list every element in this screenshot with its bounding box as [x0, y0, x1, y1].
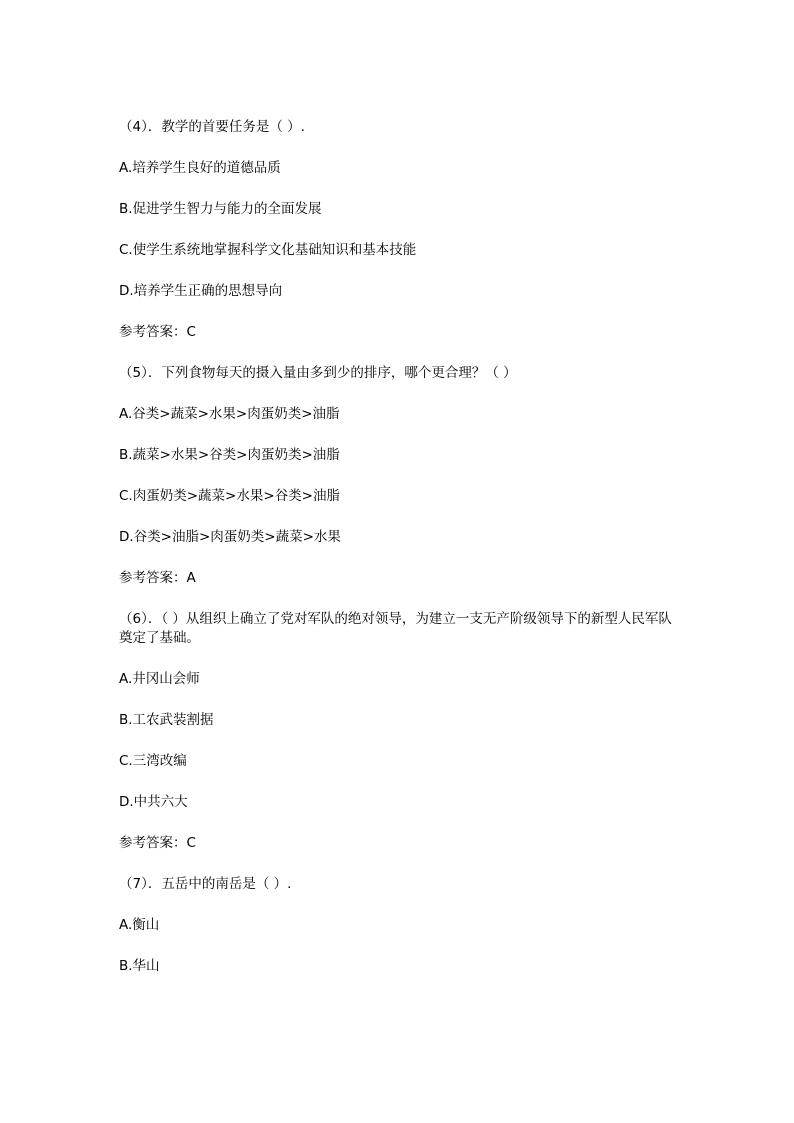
option-b: B.蔬菜>水果>谷类>肉蛋奶类>油脂	[119, 447, 340, 463]
question-stem: （7）．五岳中的南岳是（ ）.	[119, 876, 292, 892]
question-stem: （6）．（ ）从组织上确立了党对军队的绝对领导，为建立一支无产阶级领导下的新型人民军队奠定了基础。	[119, 611, 672, 646]
answer-text: 参考答案：C	[119, 835, 196, 851]
option-b: B.华山	[119, 958, 160, 974]
option-b: B.促进学生智力与能力的全面发展	[119, 201, 322, 217]
question-list	[119, 118, 679, 998]
option-c: C.肉蛋奶类>蔬菜>水果>谷类>油脂	[119, 488, 340, 504]
option-b: B.工农武装割据	[119, 712, 214, 728]
option-d: D.谷类>油脂>肉蛋奶类>蔬菜>水果	[119, 529, 341, 545]
answer-text: 参考答案：C	[119, 324, 196, 340]
option-a: A.谷类>蔬菜>水果>肉蛋奶类>油脂	[119, 406, 340, 422]
option-a: A.井冈山会师	[119, 671, 200, 687]
option-d: D.中共六大	[119, 794, 188, 810]
option-a: A.衡山	[119, 917, 160, 933]
option-c: C.使学生系统地掌握科学文化基础知识和基本技能	[119, 242, 417, 258]
question-stem: （5）．下列食物每天的摄入量由多到少的排序，哪个更合理？（ ）	[119, 365, 517, 381]
option-d: D.培养学生正确的思想导向	[119, 283, 283, 299]
option-a: A.培养学生良好的道德品质	[119, 160, 281, 176]
answer-text: 参考答案：A	[119, 570, 196, 586]
question-stem: （4）．教学的首要任务是（ ）.	[119, 119, 305, 135]
option-c: C.三湾改编	[119, 753, 187, 769]
